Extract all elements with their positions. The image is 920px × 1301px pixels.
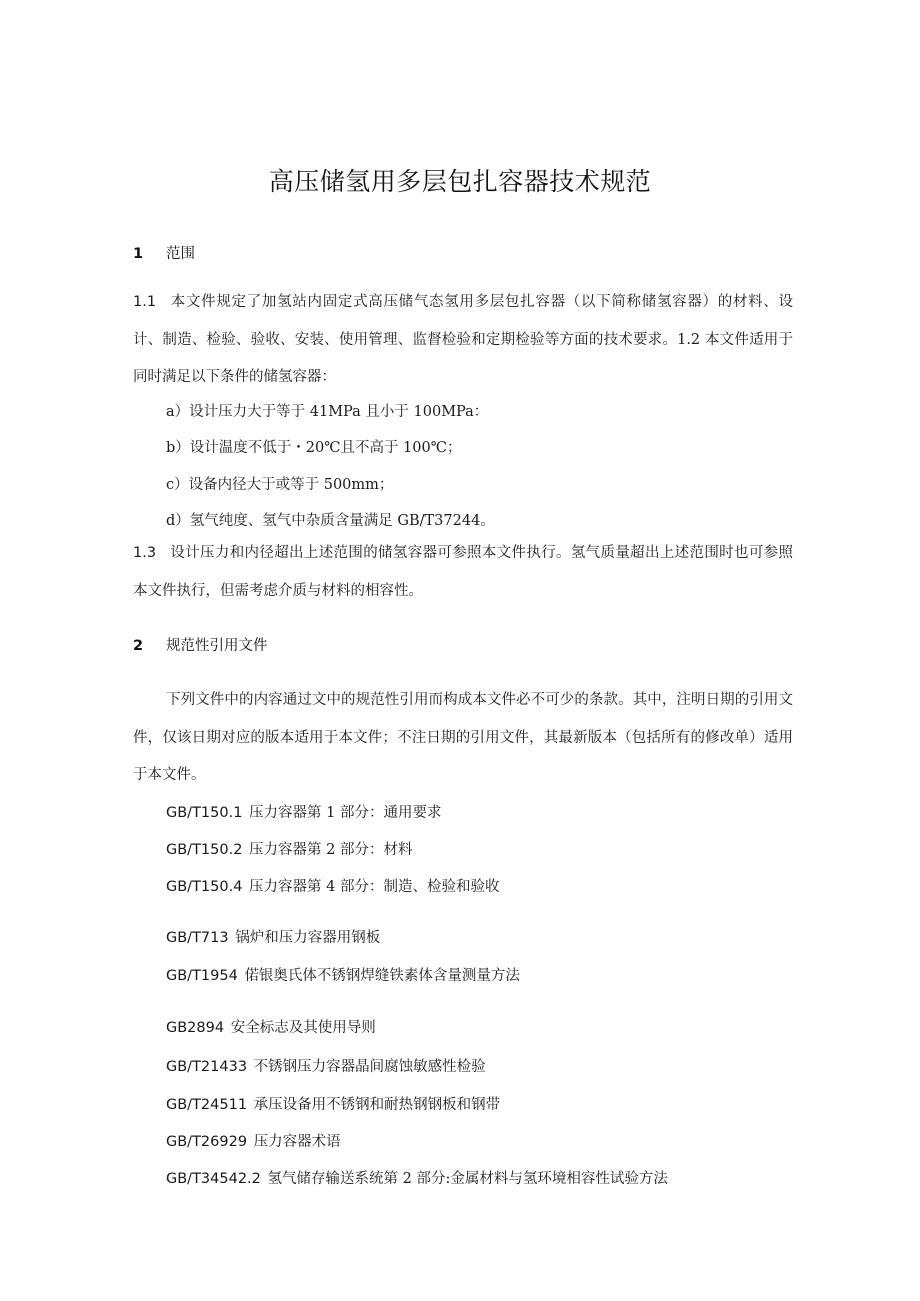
reference-code: GB/T150.2 [166, 842, 243, 858]
condition-item-b: b）设计温度不低于・20℃且不高于 100℃； [166, 440, 462, 456]
condition-item-a: a）设计压力大于等于 41MPa 且小于 100MPa： [166, 404, 489, 420]
reference-item [166, 801, 442, 822]
paragraph-number: 1.1 [133, 294, 157, 310]
paragraph-number: 1.3 [133, 545, 157, 561]
section-heading-1 [133, 242, 195, 263]
reference-name: 不锈钢压力容器晶间腐蚀敏感性检验 [253, 1059, 486, 1075]
paragraph-1-1 [133, 284, 793, 397]
section-title: 规范性引用文件 [166, 638, 268, 654]
reference-item [166, 1167, 668, 1188]
condition-item-c: c）设备内径大于或等于 500mm； [166, 477, 394, 493]
reference-code: GB/T713 [166, 930, 229, 946]
reference-code: GB/T34542.2 [166, 1171, 261, 1187]
reference-name: 压力容器第 4 部分：制造、检验和验收 [249, 879, 500, 895]
reference-name: 压力容器术语 [253, 1134, 341, 1150]
reference-code: GB/T150.4 [166, 879, 243, 895]
document-title: 高压储氢用多层包扎容器技术规范 [268, 167, 652, 196]
reference-item [166, 1055, 486, 1076]
paragraph-1-3 [133, 535, 793, 610]
section-heading-2 [133, 634, 268, 655]
section-2-intro [133, 682, 793, 795]
paragraph-text: 本文件规定了加氢站内固定式高压储气态氢用多层包扎容器（以下简称储氢容器）的材料、设计、制造、检验、验收、安装、使用管理、监督检验和定期检验等方面的技术要求。1.2 本文件适用于同时满足以下条件的储氢容器： [133, 294, 793, 385]
reference-code: GB/T21433 [166, 1059, 248, 1075]
section-title: 范围 [166, 246, 195, 262]
section-number: 2 [133, 638, 144, 654]
paragraph-text: 设计压力和内径超出上述范围的储氢容器可参照本文件执行。氢气质量超出上述范围时也可参照本文件执行，但需考虑介质与材料的相容性。 [133, 545, 793, 599]
reference-code: GB/T26929 [166, 1134, 248, 1150]
paragraph-text: 下列文件中的内容通过文中的规范性引用而构成本文件必不可少的条款。其中，注明日期的引用文件，仅该日期对应的版本适用于本文件；不注日期的引用文件，其最新版本（包括所有的修改单）适用于本文件。 [133, 692, 793, 783]
reference-code: GB2894 [166, 1020, 225, 1036]
reference-name: 压力容器第 1 部分：通用要求 [249, 805, 442, 821]
reference-item [166, 1016, 376, 1037]
reference-item [166, 1093, 500, 1114]
reference-name: 锅炉和压力容器用钢板 [235, 930, 381, 946]
reference-item [166, 1130, 341, 1151]
reference-name: 压力容器第 2 部分：材料 [249, 842, 413, 858]
condition-item-d: d）氢气纯度、氢气中杂质含量满足 GB/T37244。 [166, 513, 495, 529]
section-number: 1 [133, 246, 144, 262]
reference-name: 氢气储存输送系统第 2 部分:金属材料与氢环境相容性试验方法 [267, 1171, 668, 1187]
reference-name: 承压设备用不锈钢和耐热钢钢板和钢带 [253, 1097, 501, 1113]
reference-item [166, 875, 500, 896]
reference-name: 偌银奥氏体不锈钢焊缝铁素体含量测量方法 [244, 968, 520, 984]
reference-item [166, 926, 380, 947]
reference-code: GB/T150.1 [166, 805, 243, 821]
reference-code: GB/T24511 [166, 1097, 248, 1113]
reference-name: 安全标志及其使用导则 [230, 1020, 376, 1036]
reference-code: GB/T1954 [166, 968, 238, 984]
reference-item [166, 838, 413, 859]
reference-item [166, 964, 520, 985]
